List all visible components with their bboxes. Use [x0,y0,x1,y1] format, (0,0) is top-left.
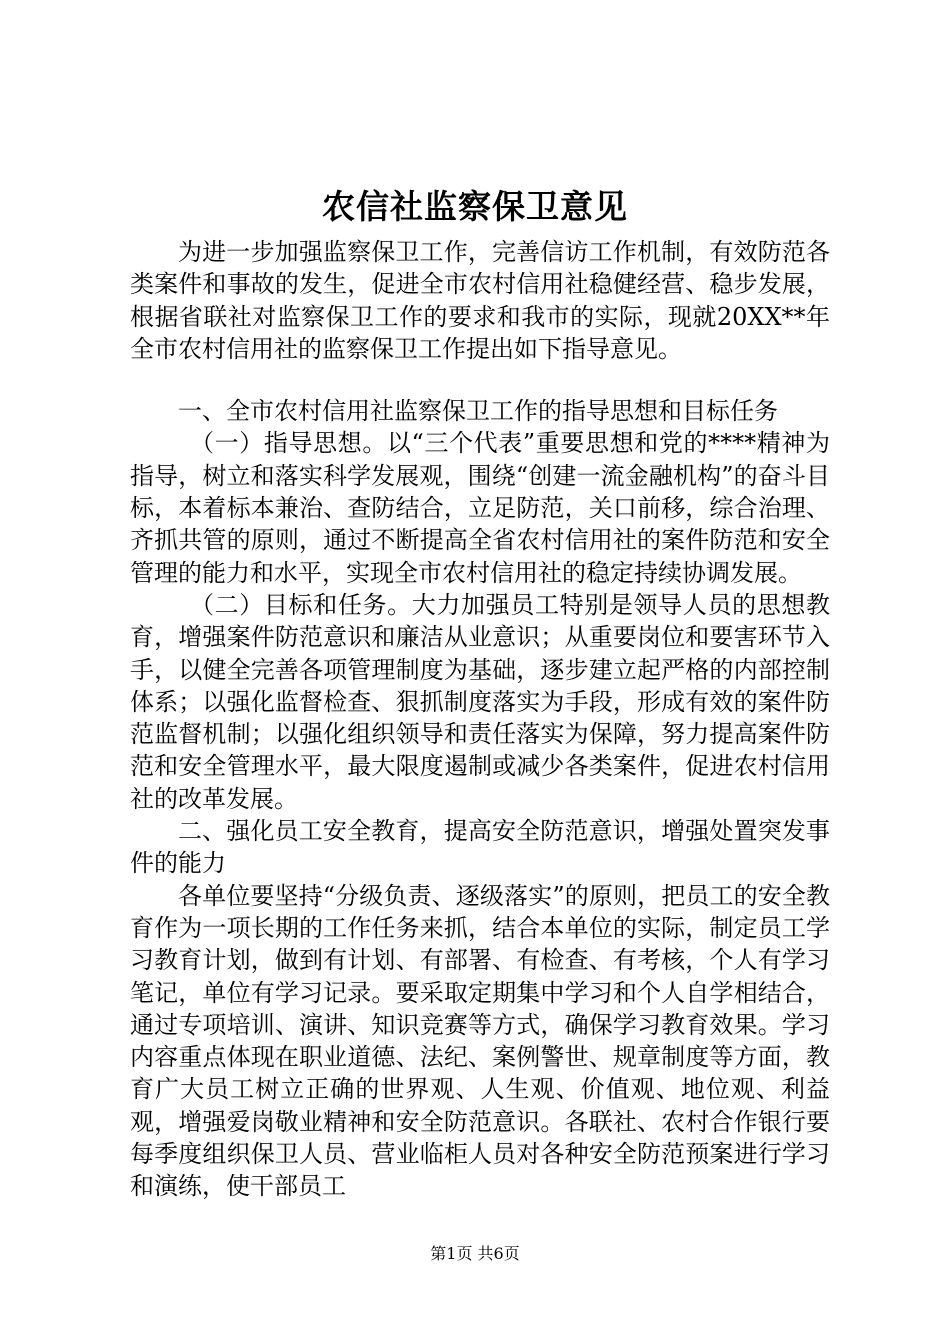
document-body [130,236,830,1203]
page-number-footer: 第1页 共6页 [430,1244,520,1263]
section-heading-1: 一、全市农村信用社监察保卫工作的指导思想和目标任务 [178,397,778,426]
paragraph-goals-tasks: （二）目标和任务。大力加强员工特别是领导人员的思想教育，增强案件防范意识和廉洁从业意识；从重要岗位和要害环节入手，以健全完善各项管理制度为基础，逐步建立起严格的内部控制体系；以强化监督检查、狠抓制度落实为手段，形成有效的案件防范监督机制；以强化组织领导和责任落实为保障，努力提高案件防范和安全管理水平，最大限度遏制或减少各类案件，促进农村信用社的改革发展。 [130,590,830,813]
paragraph-safety-education: 各单位要坚持“分级负责、逐级落实”的原则，把员工的安全教育作为一项长期的工作任务来抓，结合本单位的实际，制定员工学习教育计划，做到有计划、有部署、有检查、有考核，个人有学习笔记，单位有学习记录。要采取定期集中学习和个人自学相结合，通过专项培训、演讲、知识竞赛等方式，确保学习教育效果。学习内容重点体现在职业道德、法纪、案例警世、规章制度等方面，教育广大员工树立正确的世界观、人生观、价值观、地位观、利益观，增强爱岗敬业精神和安全防范意识。各联社、农村合作银行要每季度组织保卫人员、营业临柜人员对各种安全防范预案进行学习和演练，使干部员工 [130,881,830,1201]
paragraph-guiding-ideology: （一）指导思想。以“三个代表”重要思想和党的****精神为指导，树立和落实科学发展观，围绕“创建一流金融机构”的奋斗目标，本着标本兼治、查防结合，立足防范，关口前移，综合治理、齐抓共管的原则，通过不断提高全省农村信用社的案件防范和安全管理的能力和水平，实现全市农村信用社的稳定持续协调发展。 [130,429,830,587]
document-title: 农信社监察保卫意见 [322,187,628,226]
intro-paragraph: 为进一步加强监察保卫工作，完善信访工作机制，有效防范各类案件和事故的发生，促进全市农村信用社稳健经营、稳步发展，根据省联社对监察保卫工作的要求和我市的实际，现就20XX**年全市农村信用社的监察保卫工作提出如下指导意见。 [130,238,830,363]
section-heading-2: 二、强化员工安全教育，提高安全防范意识，增强处置突发事件的能力 [130,817,830,878]
